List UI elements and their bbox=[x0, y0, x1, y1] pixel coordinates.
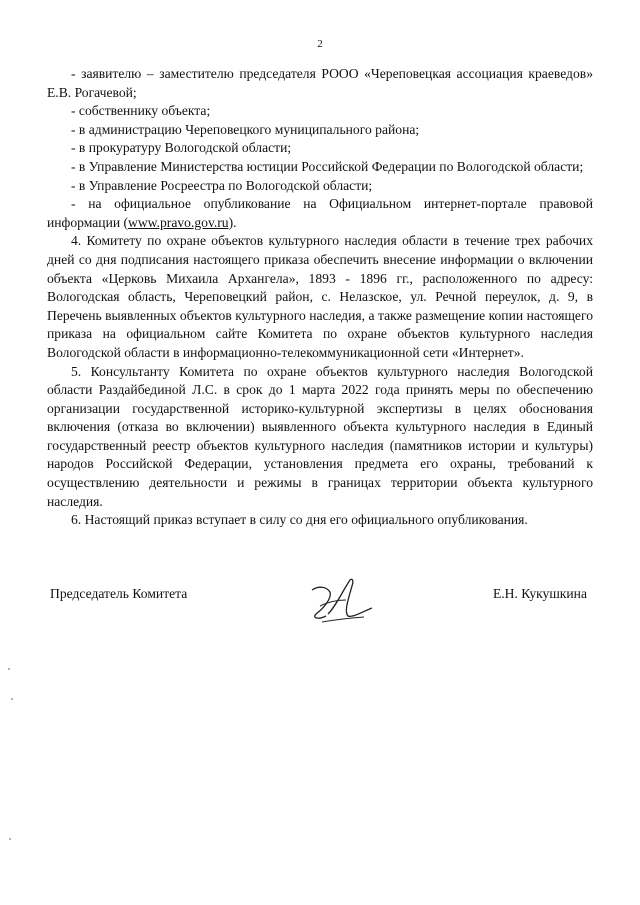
signer-title: Председатель Комитета bbox=[50, 586, 188, 601]
list-item-prosecutor: - в прокуратуру Вологодской области; bbox=[71, 140, 292, 156]
publication-text: - на официальное опубликование на Официальном интернет-портале правовой информации ( bbox=[47, 196, 593, 230]
document-body bbox=[47, 65, 593, 530]
paragraph-5: 5. Консультанту Комитета по охране объектов культурного наследия Вологодской области Раздайбединой Л.С. в срок до 1 марта 2022 года принять меры по обеспечению организации государственной историко-культурной экспертизы в целях обоснования включения (отказа во включении) выявленного объекта культурного наследия в Единый государственный реестр объектов культурного наследия (памятников истории и культуры) народов Российской Федерации, установления предмета его охраны, требований к осуществлению деятельности и режимы в границах территории объекта культурного наследия. bbox=[47, 363, 593, 509]
list-item-owner: - собственнику объекта; bbox=[71, 103, 211, 119]
pravo-link[interactable]: www.pravo.gov.ru bbox=[128, 214, 229, 230]
signer-name: Е.Н. Кукушкина bbox=[492, 586, 587, 601]
paragraph-6: 6. Настоящий приказ вступает в силу со дня его официального опубликования. bbox=[71, 512, 528, 528]
list-item-rosreestr: - в Управление Росреестра по Вологодской области; bbox=[71, 177, 373, 193]
list-item-justice-ministry: - в Управление Министерства юстиции Российской Федерации по Вологодской области; bbox=[71, 158, 584, 174]
scan-speck bbox=[8, 668, 10, 670]
scan-speck bbox=[9, 838, 11, 840]
signature-block bbox=[47, 570, 593, 630]
scan-speck bbox=[11, 698, 13, 700]
paragraph-4: 4. Комитету по охране объектов культурного наследия области в течение трех рабочих дней со дня подписания настоящего приказа обеспечить внесение информации о включении объекта «Церковь Михаила Архангела», 1893 - 1896 гг., расположенного по адресу: Вологодская область, Череповецкий район, с. Нелазское, ул. Речной переулок, д. 9, в Перечень выявленных объектов культурного наследия, а также размещение копии настоящего приказа на официальном сайте Комитета по охране объектов культурного наследия Вологодской области в информационно-телекоммуникационной сети «Интернет». bbox=[47, 233, 593, 360]
list-item-district-administration: - в администрацию Череповецкого муниципального района; bbox=[71, 121, 420, 137]
handwritten-signature bbox=[302, 570, 382, 630]
list-item-applicant: - заявителю – заместителю председателя РООО «Череповецкая ассоциация краеведов» Е.В. Рогачевой; bbox=[47, 66, 593, 100]
list-item-publication bbox=[47, 195, 593, 232]
publication-text-end: ). bbox=[228, 214, 237, 230]
page-number: 2 bbox=[317, 38, 323, 50]
